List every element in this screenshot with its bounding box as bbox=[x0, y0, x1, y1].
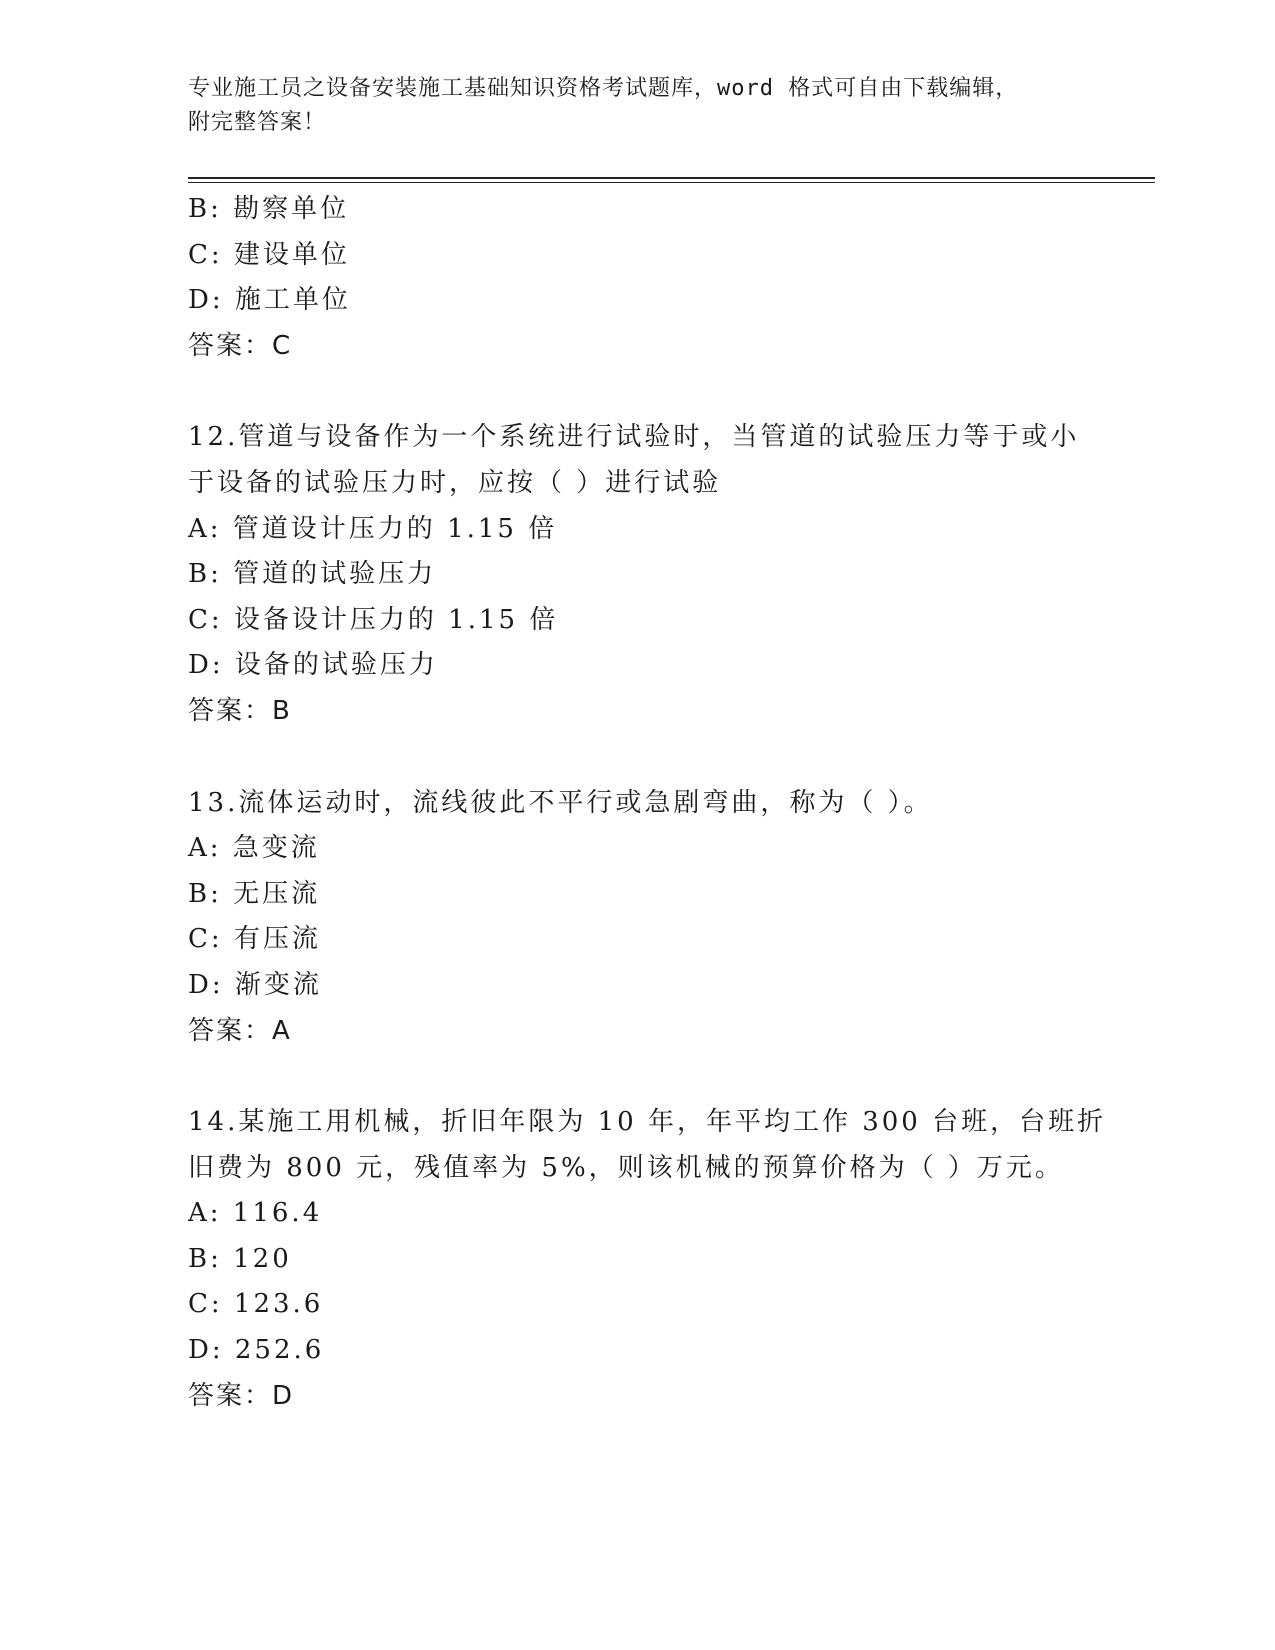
option-b: B: 勘察单位 bbox=[188, 194, 350, 224]
answer-label: 答案：D bbox=[188, 1380, 295, 1411]
question-stem-line: 13.流体运动时，流线彼此不平行或急剧弯曲，称为（ ）。 bbox=[188, 787, 933, 818]
question-11-partial bbox=[188, 187, 1088, 369]
question-14 bbox=[188, 1100, 1107, 1419]
question-12 bbox=[188, 415, 1088, 734]
option-b: B: 无压流 bbox=[188, 878, 321, 909]
question-stem-line: 14.某施工用机械，折旧年限为 10 年，年平均工作 300 台班，台班折 bbox=[188, 1107, 1107, 1138]
option-d: D: 设备的试验压力 bbox=[188, 650, 438, 681]
option-c: C: 建设单位 bbox=[188, 239, 350, 270]
question-stem-line: 于设备的试验压力时，应按（ ）进行试验 bbox=[188, 467, 722, 498]
option-c: C: 123.6 bbox=[188, 1289, 324, 1320]
option-a: A: 急变流 bbox=[188, 833, 320, 864]
header-line-1: 专业施工员之设备安装施工基础知识资格考试题库，word 格式可自由下载编辑， bbox=[188, 76, 1019, 101]
question-stem-line: 12.管道与设备作为一个系统进行试验时，当管道的试验压力等于或小 bbox=[188, 422, 1080, 453]
header-line-2: 附完整答案！ bbox=[188, 110, 327, 135]
question-list bbox=[188, 187, 1107, 1419]
answer-label: 答案：C bbox=[188, 330, 293, 361]
option-d: D: 施工单位 bbox=[188, 285, 351, 316]
document-header bbox=[188, 72, 1088, 140]
header-divider-thick bbox=[188, 177, 1155, 179]
question-13 bbox=[188, 781, 1088, 1055]
question-stem-line: 旧费为 800 元，残值率为 5%，则该机械的预算价格为（ ）万元。 bbox=[188, 1152, 1064, 1183]
option-a: A: 116.4 bbox=[188, 1198, 323, 1229]
answer-label: 答案：B bbox=[188, 695, 292, 726]
option-a: A: 管道设计压力的 1.15 倍 bbox=[188, 513, 558, 544]
option-b: B: 管道的试验压力 bbox=[188, 559, 437, 590]
option-c: C: 有压流 bbox=[188, 924, 321, 955]
option-c: C: 设备设计压力的 1.15 倍 bbox=[188, 604, 559, 635]
header-divider-thin bbox=[188, 182, 1155, 183]
option-d: D: 渐变流 bbox=[188, 969, 322, 1000]
answer-label: 答案：A bbox=[188, 1015, 292, 1046]
option-d: D: 252.6 bbox=[188, 1335, 325, 1366]
option-b: B: 120 bbox=[188, 1243, 292, 1274]
